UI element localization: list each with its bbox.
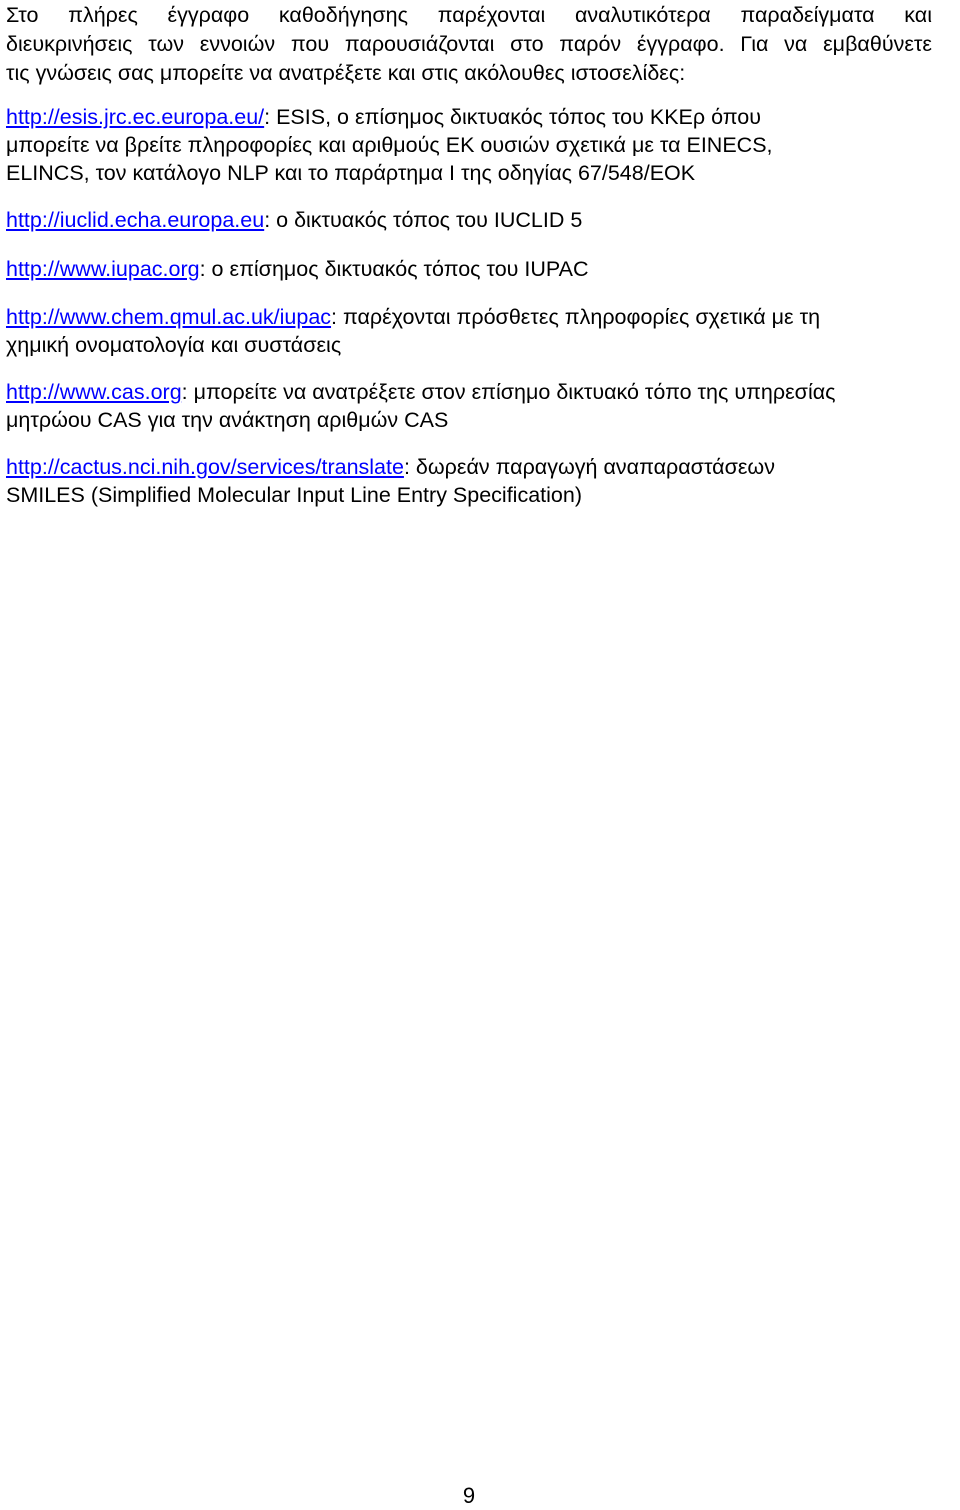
qmul-description-line-2: χημική ονοματολογία και συστάσεις: [6, 333, 342, 357]
esis-description: : ESIS, ο επίσημος δικτυακός τόπος του ΚΚΕρ όπου: [264, 105, 761, 129]
cactus-link[interactable]: http://cactus.nci.nih.gov/services/translate: [6, 455, 404, 479]
iupac-link[interactable]: http://www.iupac.org: [6, 257, 200, 281]
entry-line: [6, 255, 932, 283]
cactus-description-line-2: SMILES (Simplified Molecular Input Line Entry Specification): [6, 483, 582, 507]
intro-line-3: τις γνώσεις σας μπορείτε να ανατρέξετε και στις ακόλουθες ιστοσελίδες:: [6, 61, 686, 85]
cas-description: : μπορείτε να ανατρέξετε στον επίσημο δικτυακό τόπο της υπηρεσίας: [181, 380, 836, 404]
intro-line-1: Στο πλήρες έγγραφο καθοδήγησης παρέχονται αναλυτικότερα παραδείγματα και: [6, 3, 932, 27]
iupac-description: : ο επίσημος δικτυακός τόπος του IUPAC: [199, 257, 589, 281]
iuclid-link[interactable]: http://iuclid.echa.europa.eu: [6, 208, 265, 232]
link-entry-cactus: [6, 453, 932, 509]
entry-line: [6, 453, 932, 481]
esis-description-line-3: ELINCS, τον κατάλογο NLP και το παράρτημα I της οδηγίας 67/548/ΕΟΚ: [6, 161, 696, 185]
cactus-description: : δωρεάν παραγωγή αναπαραστάσεων: [403, 455, 775, 479]
qmul-link[interactable]: http://www.chem.qmul.ac.uk/iupac: [6, 305, 332, 329]
iuclid-description: : ο δικτυακός τόπος του IUCLID 5: [264, 208, 583, 232]
qmul-description: : παρέχονται πρόσθετες πληροφορίες σχετικά με τη: [331, 305, 821, 329]
page-number: 9: [462, 1483, 476, 1508]
link-entry-iupac: [6, 255, 932, 283]
esis-description-line-2: μπορείτε να βρείτε πληροφορίες και αριθμούς ΕΚ ουσιών σχετικά με τα EINECS,: [6, 133, 773, 157]
entry-line: [6, 103, 932, 131]
link-entry-iuclid: [6, 206, 932, 234]
intro-line-2: διευκρινήσεις των εννοιών που παρουσιάζονται στο παρόν έγγραφο. Για να εμβαθύνετε: [6, 32, 932, 56]
entry-line: [6, 303, 932, 331]
link-entry-qmul: [6, 303, 932, 359]
entry-line: [6, 206, 932, 234]
link-entry-esis: [6, 103, 932, 187]
intro-paragraph: [6, 1, 932, 88]
entry-line: [6, 378, 932, 406]
cas-description-line-2: μητρώου CAS για την ανάκτηση αριθμών CAS: [6, 408, 449, 432]
esis-link[interactable]: http://esis.jrc.ec.europa.eu/: [6, 105, 265, 129]
link-entry-cas: [6, 378, 932, 434]
cas-link[interactable]: http://www.cas.org: [6, 380, 182, 404]
